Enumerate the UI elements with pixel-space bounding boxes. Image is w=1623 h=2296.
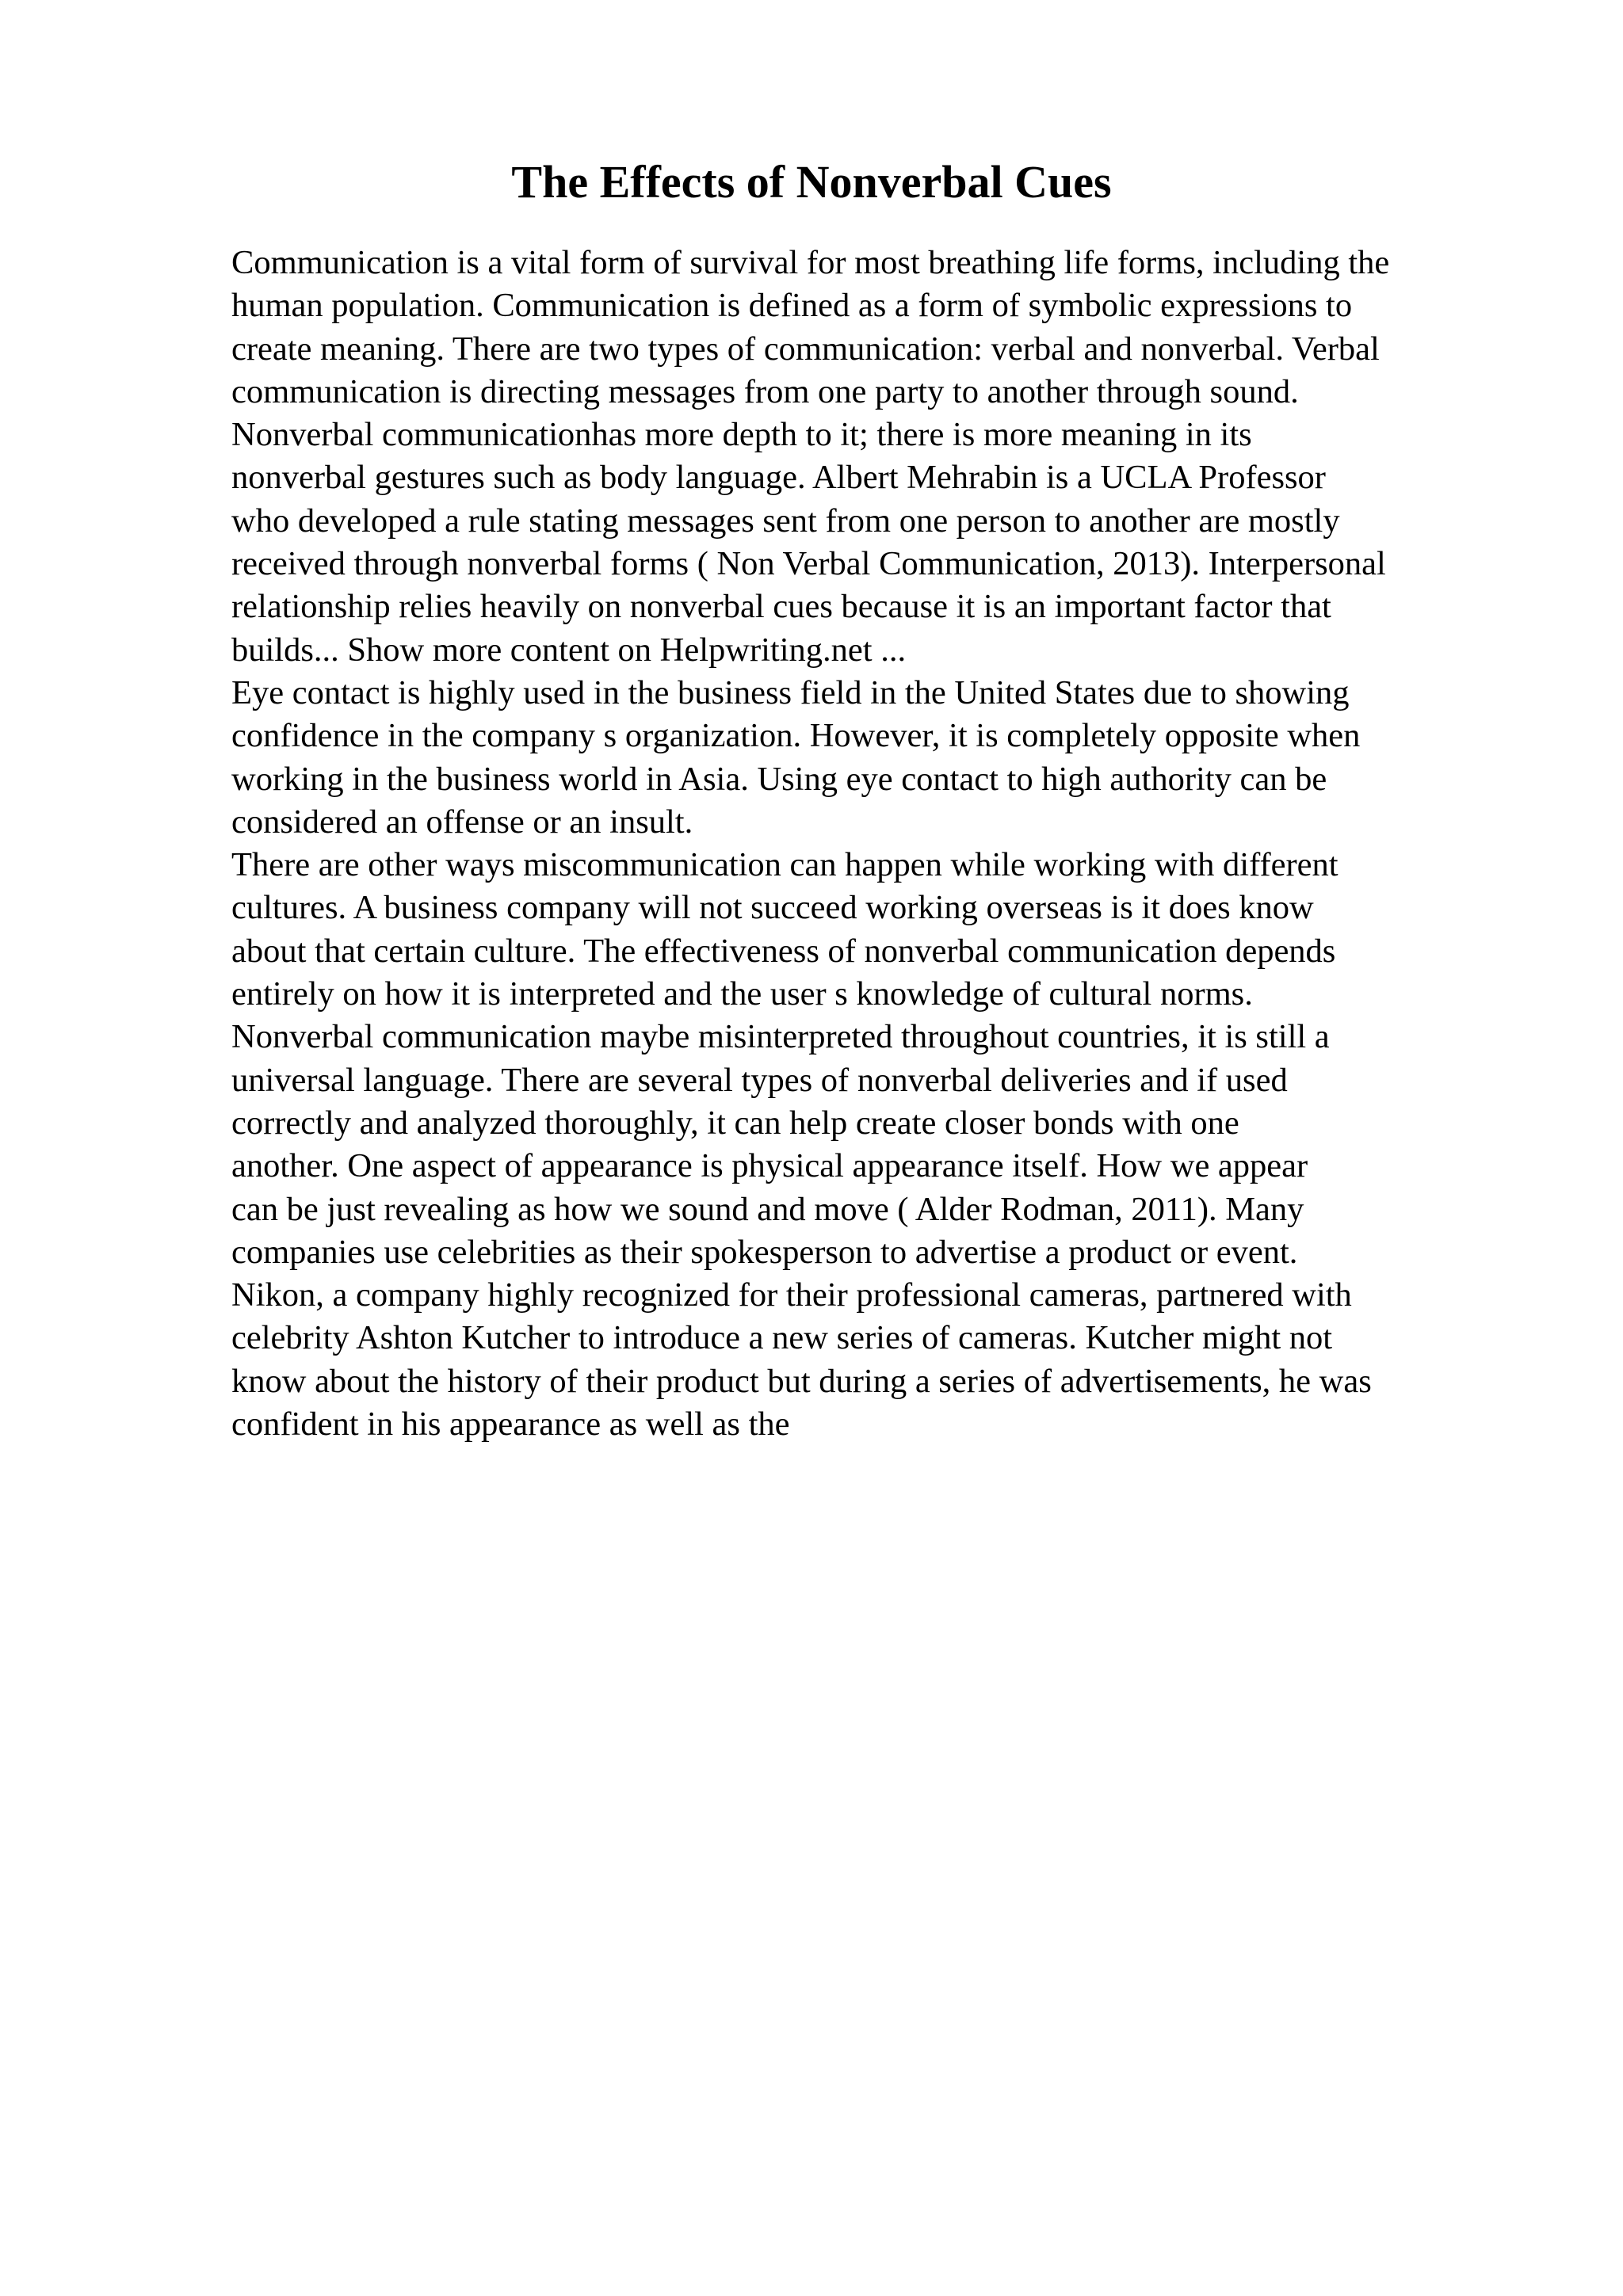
- text-line: There are other ways miscommunication can happen while working with different: [231, 846, 1338, 884]
- text-line: received through nonverbal forms ( Non Verbal Communication, 2013). Interpersonal: [231, 545, 1386, 583]
- text-line: entirely on how it is interpreted and the user s knowledge of cultural norms.: [231, 975, 1253, 1013]
- text-line: builds... Show more content on Helpwriting.net ...: [231, 631, 907, 669]
- text-line: Communication is a vital form of survival for most breathing life forms, including the: [231, 244, 1390, 281]
- document-title: The Effects of Nonverbal Cues: [511, 156, 1112, 208]
- text-line: nonverbal gestures such as body language. Albert Mehrabin is a UCLA Professor: [231, 459, 1326, 497]
- text-line: confident in his appearance as well as the: [231, 1405, 790, 1444]
- text-line: cultures. A business company will not succeed working overseas is it does know: [231, 889, 1314, 927]
- text-line: correctly and analyzed thoroughly, it can help create closer bonds with one: [231, 1104, 1239, 1142]
- text-line: about that certain culture. The effectiveness of nonverbal communication depends: [231, 932, 1336, 970]
- text-line: universal language. There are several types of nonverbal deliveries and if used: [231, 1061, 1288, 1099]
- text-line: can be just revealing as how we sound and move ( Alder Rodman, 2011). Many: [231, 1190, 1304, 1228]
- text-line: know about the history of their product but during a series of advertisements, he was: [231, 1362, 1372, 1400]
- text-line: Nikon, a company highly recognized for their professional cameras, partnered with: [231, 1276, 1352, 1314]
- text-line: Nonverbal communicationhas more depth to it; there is more meaning in its: [231, 416, 1252, 454]
- document-body: [231, 242, 1539, 1446]
- text-line: celebrity Ashton Kutcher to introduce a new series of cameras. Kutcher might not: [231, 1319, 1333, 1357]
- text-line: considered an offense or an insult.: [231, 803, 693, 841]
- text-line: companies use celebrities as their spokesperson to advertise a product or event.: [231, 1233, 1298, 1271]
- text-line: relationship relies heavily on nonverbal cues because it is an important factor that: [231, 588, 1331, 626]
- text-line: communication is directing messages from one party to another through sound.: [231, 372, 1299, 410]
- text-line: confidence in the company s organization. However, it is completely opposite when: [231, 717, 1361, 755]
- text-line: Nonverbal communication maybe misinterpreted throughout countries, it is still a: [231, 1018, 1330, 1056]
- text-line: Eye contact is highly used in the business field in the United States due to showing: [231, 673, 1350, 711]
- text-line: who developed a rule stating messages sent from one person to another are mostly: [231, 502, 1340, 540]
- text-line: working in the business world in Asia. Using eye contact to high authority can be: [231, 760, 1327, 798]
- text-line: create meaning. There are two types of communication: verbal and nonverbal. Verbal: [231, 330, 1380, 368]
- text-line: another. One aspect of appearance is physical appearance itself. How we appear: [231, 1147, 1308, 1185]
- text-line: human population. Communication is defined as a form of symbolic expressions to: [231, 287, 1353, 325]
